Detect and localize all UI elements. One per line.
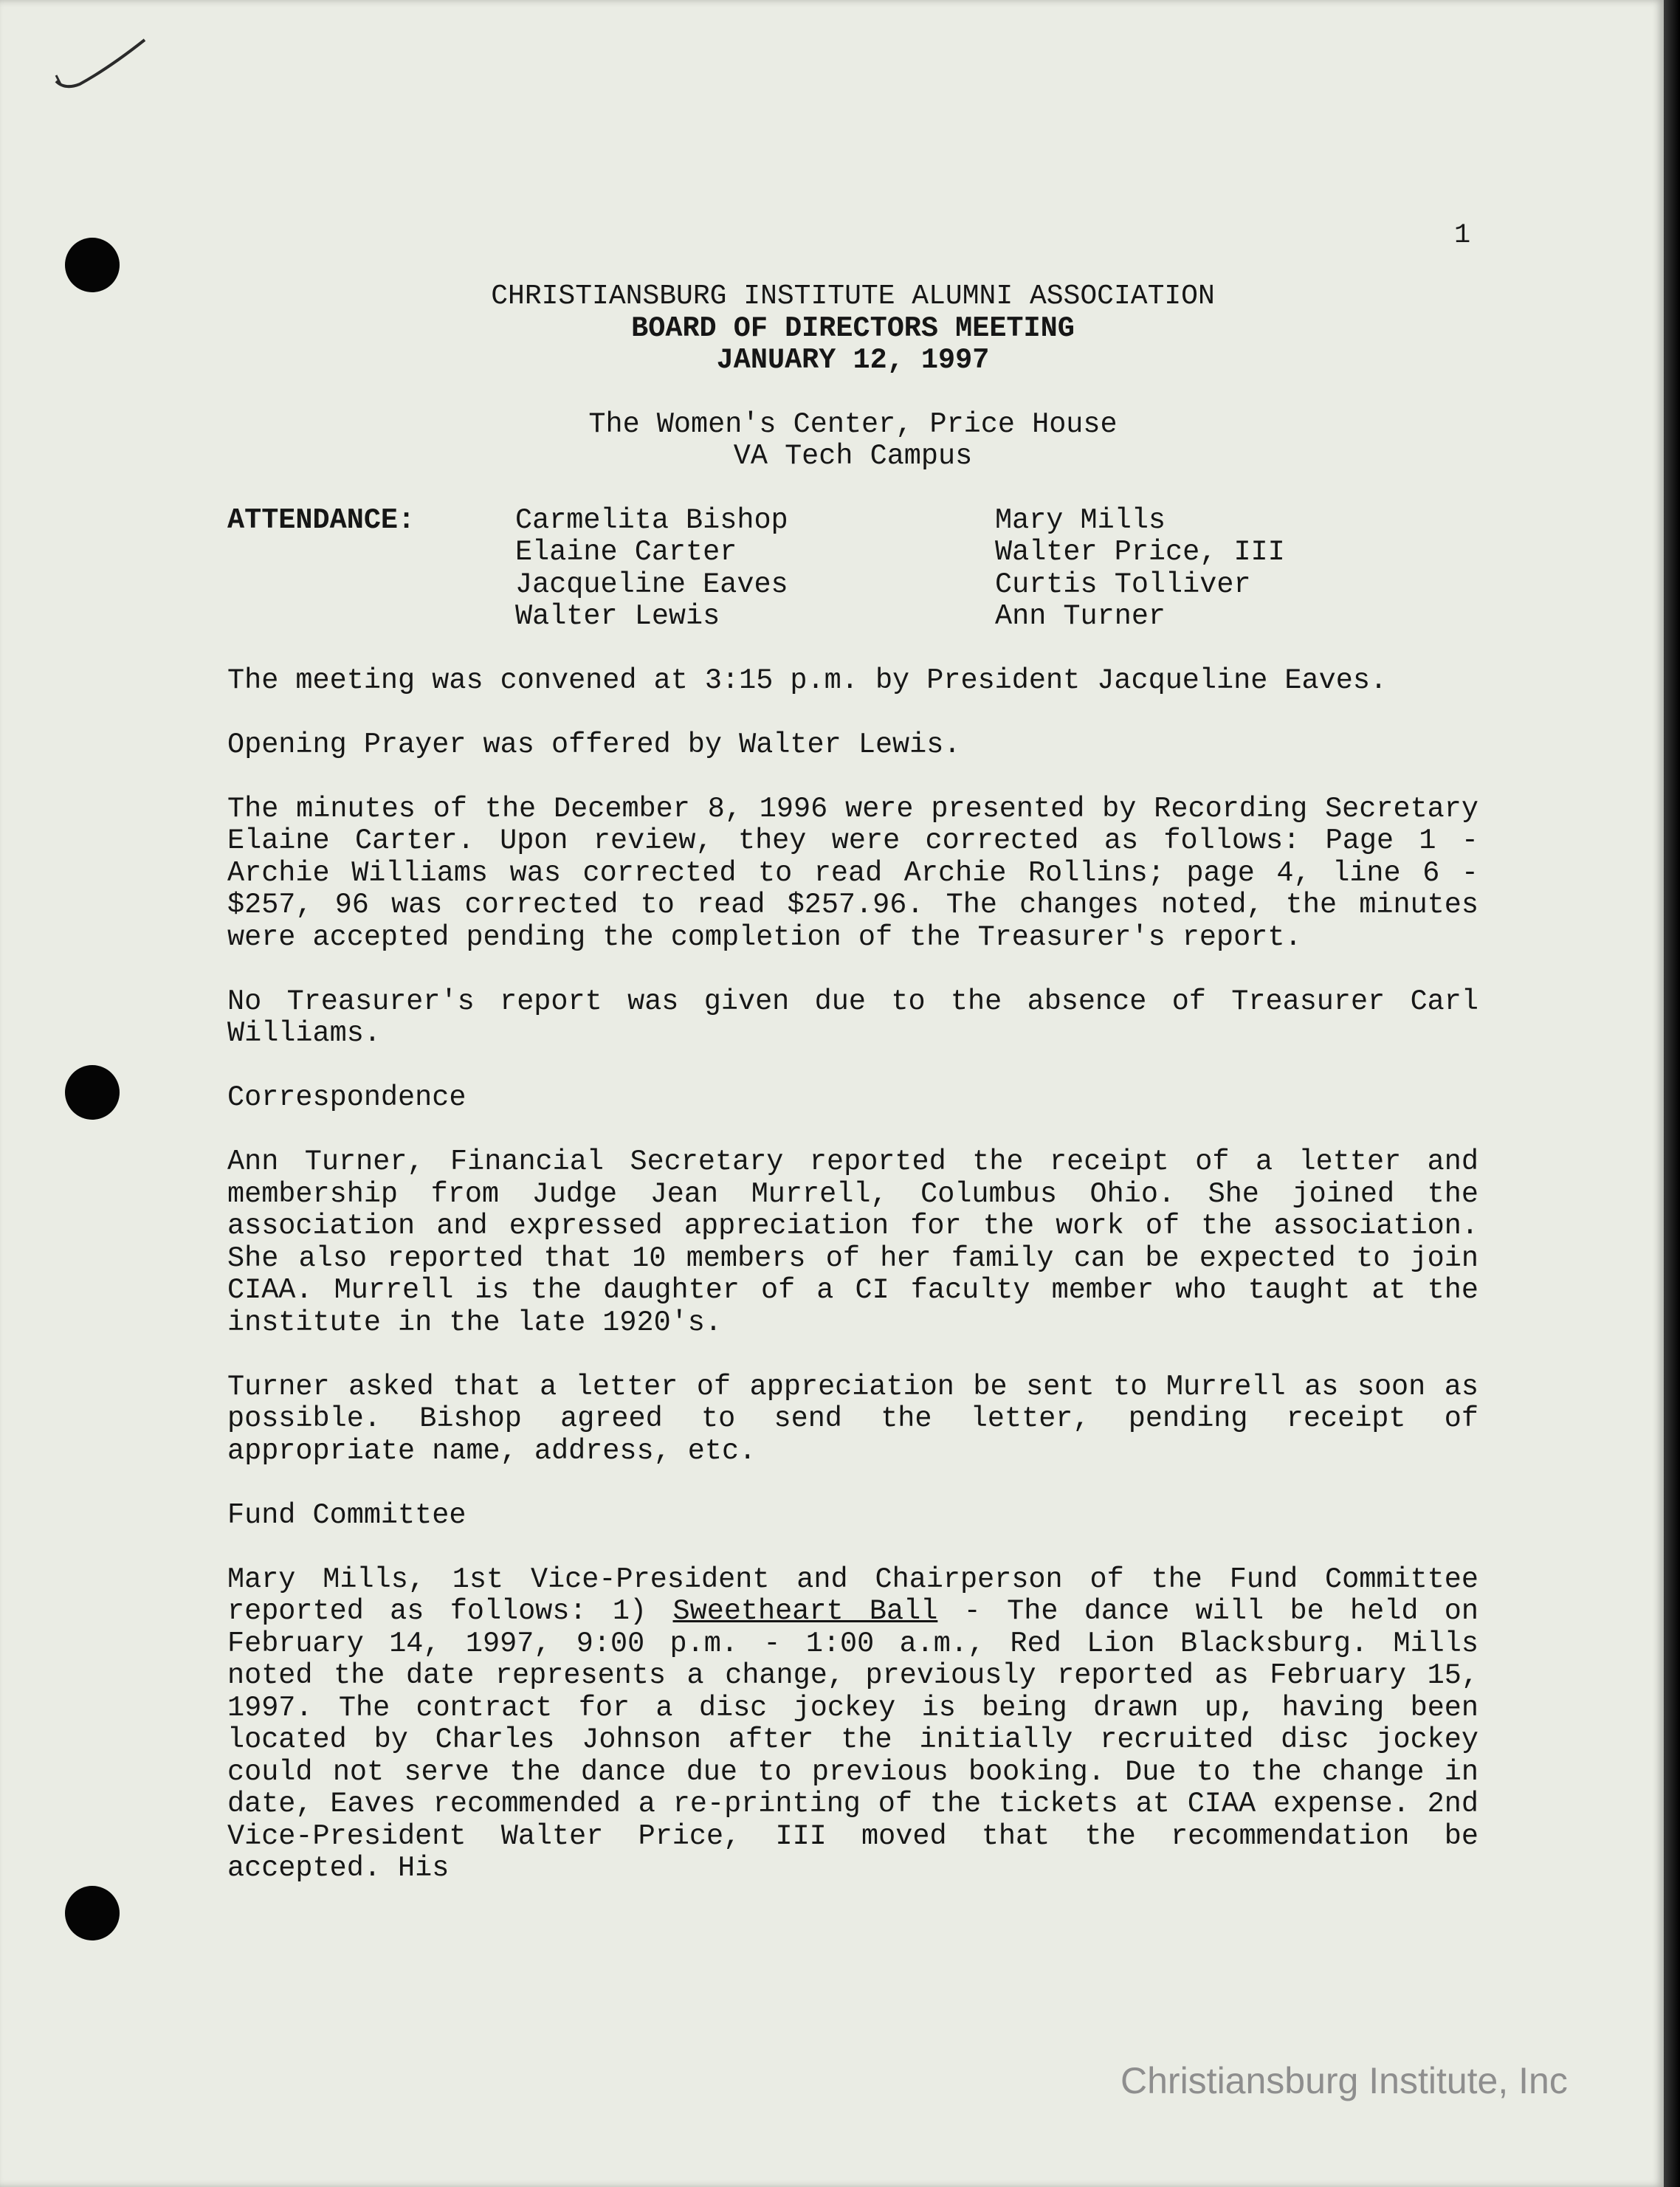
page-edge-shadow — [1664, 0, 1680, 2187]
document-body — [227, 280, 1478, 1917]
fund-text-b: - The dance will be held on February 14, 1997, 9:00 p.m. - 1:00 a.m., Red Lion Blacksburg. Mills noted the date represents a change, previously reported as February 15, 1997. The contract for a disc jockey is being drawn up, having been located by Charles Johnson after the initially recruited disc jockey could not serve the dance due to previous booking. Due to the change in date, Eaves recommended a re-printing of the tickets at CIAA expense. 2nd Vice-President Walter Price, III moved that the recommendation be accepted. His — [227, 1595, 1479, 1884]
attendance-block — [227, 505, 1478, 633]
attendance-column-1 — [515, 505, 995, 633]
location-line-2: VA Tech Campus — [733, 440, 973, 472]
paragraph-treasurer: No Treasurer's report was given due to the absence of Treasurer Carl Williams. — [227, 985, 1478, 1050]
paragraph-minutes: The minutes of the December 8, 1996 were presented by Recording Secretary Elaine Carter. Upon review, they were corrected as follows: Page 1 - Archie Williams was corrected to read Archie Rollins; page 4, line 6 - $257, 96 was corrected to read $257.96. The changes noted, the minutes were accepted pending the completion of the Treasurer's report. — [227, 792, 1478, 954]
watermark: Christiansburg Institute, Inc — [1120, 2060, 1568, 2101]
attendee: Walter Price, III — [995, 536, 1285, 568]
paragraph-correspondence: Ann Turner, Financial Secretary reported the receipt of a letter and membership from Judge Jean Murrell, Columbus Ohio. She joined the association and expressed appreciation for the work of the association. She also reported that 10 members of her family can be expected to join CIAA. Murrell is the daughter of a CI faculty member who taught at the institute in the late 1920's. — [227, 1146, 1478, 1339]
paragraph-prayer: Opening Prayer was offered by Walter Lewis. — [227, 728, 961, 761]
pen-check-mark — [50, 31, 154, 97]
section-heading-correspondence: Correspondence — [227, 1081, 467, 1114]
binder-hole-middle — [65, 1065, 120, 1120]
binder-hole-top — [65, 238, 120, 292]
meeting-title: BOARD OF DIRECTORS MEETING — [631, 311, 1075, 345]
attendance-label: ATTENDANCE: — [227, 503, 416, 537]
fund-text-a: Mary Mills, 1st Vice-President and Chairperson of the Fund Committee reported as follows: 1) — [227, 1563, 1478, 1628]
page-number: 1 — [1454, 220, 1471, 251]
sweetheart-ball-title: Sweetheart Ball — [672, 1595, 938, 1628]
meeting-date: JANUARY 12, 1997 — [716, 344, 990, 376]
attendee: Mary Mills — [995, 503, 1166, 537]
attendee: Ann Turner — [995, 600, 1166, 633]
attendee: Walter Lewis — [515, 600, 720, 633]
paragraph-fund-committee — [227, 1564, 1478, 1885]
section-heading-fund-committee: Fund Committee — [227, 1498, 467, 1532]
attendee: Curtis Tolliver — [995, 568, 1251, 601]
binder-hole-bottom — [65, 1886, 120, 1940]
attendee: Elaine Carter — [515, 536, 737, 568]
attendance-column-2 — [995, 505, 1478, 633]
paragraph-letter: Turner asked that a letter of appreciation be sent to Murrell as soon as possible. Bishop agreed to send the letter, pending receipt of appropriate name, address, etc. — [227, 1370, 1478, 1467]
attendee: Carmelita Bishop — [515, 503, 788, 537]
organization-title: CHRISTIANSBURG INSTITUTE ALUMNI ASSOCIATION — [491, 280, 1215, 312]
attendee: Jacqueline Eaves — [515, 568, 788, 601]
location-line-1: The Women's Center, Price House — [588, 407, 1118, 441]
paragraph-convened: The meeting was convened at 3:15 p.m. by President Jacqueline Eaves. — [227, 664, 1388, 697]
